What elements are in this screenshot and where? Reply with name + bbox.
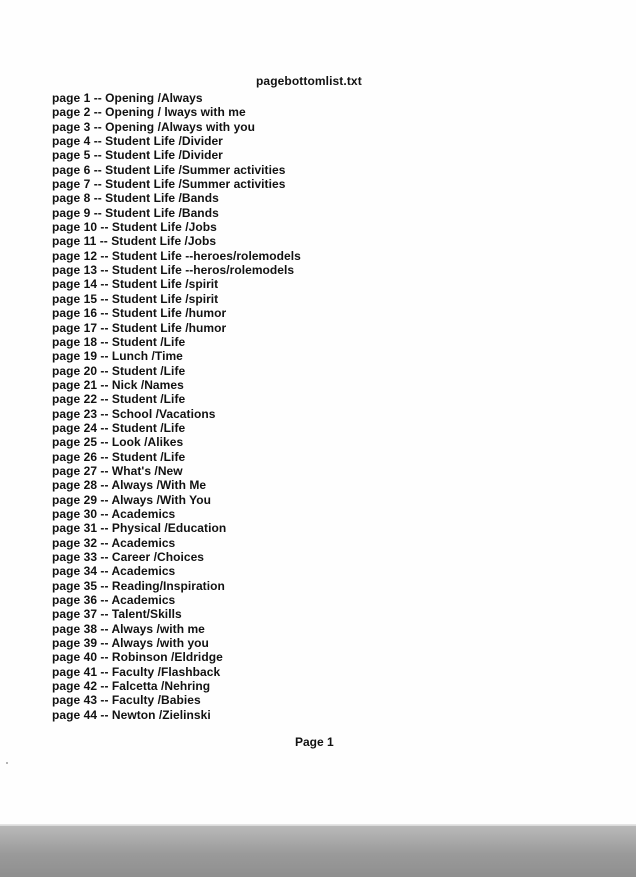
list-item: page 40 -- Robinson /Eldridge: [52, 650, 223, 665]
list-item: page 32 -- Academics: [52, 535, 176, 550]
list-item: page 29 -- Always /With You: [52, 492, 212, 507]
page-list: [52, 91, 301, 722]
list-item: page 30 -- Academics: [52, 506, 176, 521]
list-item: page 43 -- Faculty /Babies: [52, 693, 201, 708]
list-item: page 14 -- Student Life /spirit: [52, 277, 219, 292]
list-item: page 21 -- Nick /Names: [52, 377, 184, 392]
list-item: page 42 -- Falcetta /Nehring: [52, 679, 211, 694]
list-item: page 34 -- Academics: [52, 564, 176, 579]
list-item: page 25 -- Look /Alikes: [52, 435, 184, 450]
list-item: page 24 -- Student /Life: [52, 420, 186, 435]
scanner-bed-shadow: [0, 826, 636, 877]
page-number-footer: Page 1: [295, 735, 334, 749]
list-item: page 22 -- Student /Life: [52, 392, 186, 407]
list-item: page 4 -- Student Life /Divider: [52, 134, 223, 149]
list-item: page 26 -- Student /Life: [52, 449, 186, 464]
list-item: page 9 -- Student Life /Bands: [52, 205, 219, 220]
list-item: page 3 -- Opening /Always with you: [52, 119, 256, 134]
list-item: page 41 -- Faculty /Flashback: [52, 664, 221, 679]
list-item: page 31 -- Physical /Education: [52, 521, 227, 536]
list-item: page 12 -- Student Life --heroes/rolemodels: [52, 248, 301, 263]
list-item: page 23 -- School /Vacations: [52, 406, 216, 421]
list-item: page 44 -- Newton /Zielinski: [52, 707, 211, 722]
list-item: page 38 -- Always /with me: [52, 621, 205, 636]
list-item: page 36 -- Academics: [52, 593, 176, 608]
list-item: page 13 -- Student Life --heros/rolemodels: [52, 263, 295, 278]
list-item: page 19 -- Lunch /Time: [52, 349, 183, 364]
list-item: page 5 -- Student Life /Divider: [52, 148, 223, 163]
list-item: page 28 -- Always /With Me: [52, 478, 207, 493]
list-item: page 33 -- Career /Choices: [52, 550, 205, 564]
list-item: page 2 -- Opening / lways with me: [52, 105, 246, 120]
list-item: page 35 -- Reading/Inspiration: [52, 578, 225, 593]
list-item: page 7 -- Student Life /Summer activities: [52, 177, 286, 192]
list-item: page 37 -- Talent/Skills: [52, 607, 182, 622]
list-item: page 16 -- Student Life /humor: [52, 306, 227, 321]
list-item: page 15 -- Student Life /spirit: [52, 291, 219, 306]
list-item: page 18 -- Student /Life: [52, 334, 186, 349]
list-item: page 1 -- Opening /Always: [52, 91, 203, 105]
list-item: page 20 -- Student /Life: [52, 363, 186, 378]
scan-speck: [6, 762, 8, 764]
list-item: page 17 -- Student Life /humor: [52, 320, 227, 335]
list-item: page 10 -- Student Life /Jobs: [52, 220, 217, 235]
list-item: page 11 -- Student Life /Jobs: [52, 234, 217, 249]
document-title: pagebottomlist.txt: [256, 74, 362, 88]
list-item: page 6 -- Student Life /Summer activities: [52, 162, 286, 177]
list-item: page 8 -- Student Life /Bands: [52, 191, 219, 206]
list-item: page 39 -- Always /with you: [52, 636, 209, 651]
list-item: page 27 -- What's /New: [52, 463, 183, 478]
